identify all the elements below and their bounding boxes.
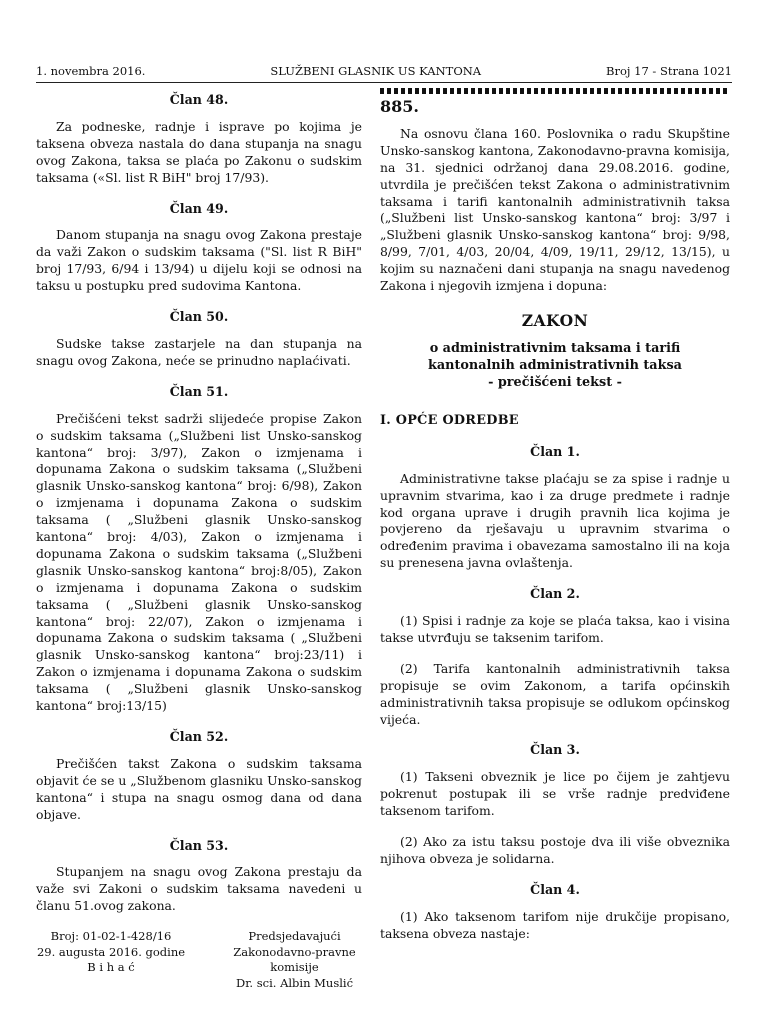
article-52-text: Prečišćen takst Zakona o sudskim taksama objavit će se u „Službenom glasniku Unsko-sanskog kantona“ i stupa na snagu osmog dana od dana objave. — [36, 755, 362, 822]
article-50-text: Sudske takse zastarjele na dan stupanja na snagu ovog Zakona, neće se prinudno naplaćivati. — [36, 335, 362, 368]
signature-reference — [36, 929, 186, 991]
law-subtitle — [380, 340, 730, 391]
article-3-heading: Član 3. — [530, 742, 580, 758]
article-52-heading: Član 52. — [169, 729, 229, 744]
signature-block — [36, 929, 362, 991]
article-51-text: Prečišćeni tekst sadrži slijedeće propise Zakon o sudskim taksama („Službeni list Unsko-sanskog kantona“ broj: 3/97), Zakon o izmjenama i dopunama Zakona o sudskim taksama („Službeni glasnik Unsko-sanskog kantona“ broj: 6/98), Zakon o izmjenama i dopunama Zakona o sudskim taksama ( „Službeni glasnik Unsko-sanskog kantona“ broj: 4/03), Zakon o izmjenama i dopunama Zakona o sudskim taksama („Službeni glasnik Unsko-sanskog kantona“ broj:8/05), Zakon o izmjenama i dopunama Zakona o sudskim taksama ( „Službeni glasnik Unsko-sanskog kantona“ broj: 22/07), Zakon o izmjenama i dopunama Zakona o sudskim taksama ( „Službeni glasnik Unsko-sanskog kantona“ broj:23/11) i Zakon o izmjenama i dopunama Zakona o sudskim taksama ( „Službeni glasnik Unsko-sanskog kantona“ broj:13/15) — [36, 410, 362, 714]
article-53-heading: Član 53. — [169, 837, 229, 853]
article-53-text: Stupanjem na snagu ovog Zakona prestaju da važe svi Zakoni o sudskim taksama navedeni u članu 51.ovog zakona. — [36, 864, 362, 914]
right-column — [380, 88, 730, 957]
article-2-para-1: (1) Spisi i radnje za koje se plaća taksa, kao i visina takse utvrđuju se taksenim tarifom. — [380, 613, 730, 645]
article-48-text: Za podneske, radnje i isprave po kojima je taksena obveza nastala do dana stupanja na snagu ovog Zakona, taksa se plaća po Zakonu o sudskim taksama («Sl. list R BiH" broj 17/93). — [36, 118, 362, 185]
page-header — [36, 64, 732, 83]
law-subtitle-line-2: kantonalnih administrativnih taksa — [428, 357, 682, 373]
article-2-heading: Član 2. — [530, 586, 580, 602]
dashed-separator — [380, 88, 730, 94]
left-column — [36, 88, 362, 991]
act-number: 885. — [380, 97, 419, 116]
header-date: 1. novembra 2016. — [36, 64, 146, 78]
law-subtitle-line-3: - prečišćeni tekst - — [488, 374, 622, 390]
reference-date: 29. augusta 2016. godine — [36, 944, 186, 959]
signatory-role-3: komisije — [270, 960, 319, 975]
signatory — [227, 929, 362, 991]
header-title: SLUŽBENI GLASNIK US KANTONA — [270, 64, 482, 78]
article-4-heading: Član 4. — [530, 881, 580, 897]
article-49-heading: Član 49. — [169, 200, 229, 216]
signatory-role-1: Predsjedavajući — [248, 929, 341, 944]
section-heading: I. OPĆE ODREDBE — [380, 412, 519, 428]
law-subtitle-line-1: o administrativnim taksama i tarifi — [429, 340, 681, 356]
header-page: Broj 17 - Strana 1021 — [606, 64, 732, 78]
article-1-text: Administrativne takse plaćaju se za spise i radnje u upravnim stvarima, kao i za druge predmete i radnje kod organa uprave i drugih pravnih lica kojima je povjereno da rješavaju u upravnim stvarima o određenim pravima i obavezama samostalno ili na koja su prenesena javna ovlaštenja. — [380, 470, 730, 571]
act-intro: Na osnovu člana 160. Poslovnika o radu Skupštine Unsko-sanskog kantona, Zakonodavno-pravna komisija, na 31. sjednici održanoj dana 29.08.2016. godine, utvrdila je prečišćen tekst Zakona o administrativnim taksama i tarifi kantonalnih administrativnih taksa („Službeni list Unsko-sanskog kantona“ broj: 3/97 i „Službeni glasnik Unsko-sanskog kantona“ broj: 9/98, 8/99, 7/01, 4/03, 20/04, 4/09, 19/11, 29/12, 13/15), u kojim su naznačeni dani stupanja na snagu navedenog Zakona i njegovih izmjena i dopuna: — [380, 125, 730, 294]
article-51-heading: Član 51. — [169, 383, 229, 399]
article-50-heading: Član 50. — [169, 309, 229, 325]
article-49-text: Danom stupanja na snagu ovog Zakona prestaje da važi Zakon o sudskim taksama ("Sl. list R BiH" broj 17/93, 6/94 i 13/94) u dijelu koji se odnosi na taksu u postupku pred sudovima Kantona. — [36, 227, 362, 294]
signatory-name: Dr. sci. Albin Muslić — [235, 975, 354, 990]
article-3-para-2: (2) Ako za istu taksu postoje dva ili više obveznika njihova obveza je solidarna. — [380, 834, 730, 866]
article-48-heading: Član 48. — [169, 92, 229, 107]
article-2-para-2: (2) Tarifa kantonalnih administrativnih taksa propisuje se ovim Zakonom, a tarifa općinskih administrativnih taksa propisuje se odlukom općinskog vijeća. — [380, 660, 730, 727]
signatory-role-2: Zakonodavno-pravne — [233, 944, 356, 959]
law-title: ZAKON — [521, 310, 589, 330]
reference-number: Broj: 01-02-1-428/16 — [50, 929, 172, 944]
article-1-heading: Član 1. — [530, 443, 580, 459]
article-3-para-1: (1) Takseni obveznik je lice po čijem je zahtjevu pokrenut postupak ili se vrše radnje predviđene taksenom tarifom. — [380, 769, 730, 819]
reference-place: B i h a ć — [87, 960, 135, 975]
article-4-para-1: (1) Ako taksenom tarifom nije drukčije propisano, taksena obveza nastaje: — [380, 908, 730, 941]
